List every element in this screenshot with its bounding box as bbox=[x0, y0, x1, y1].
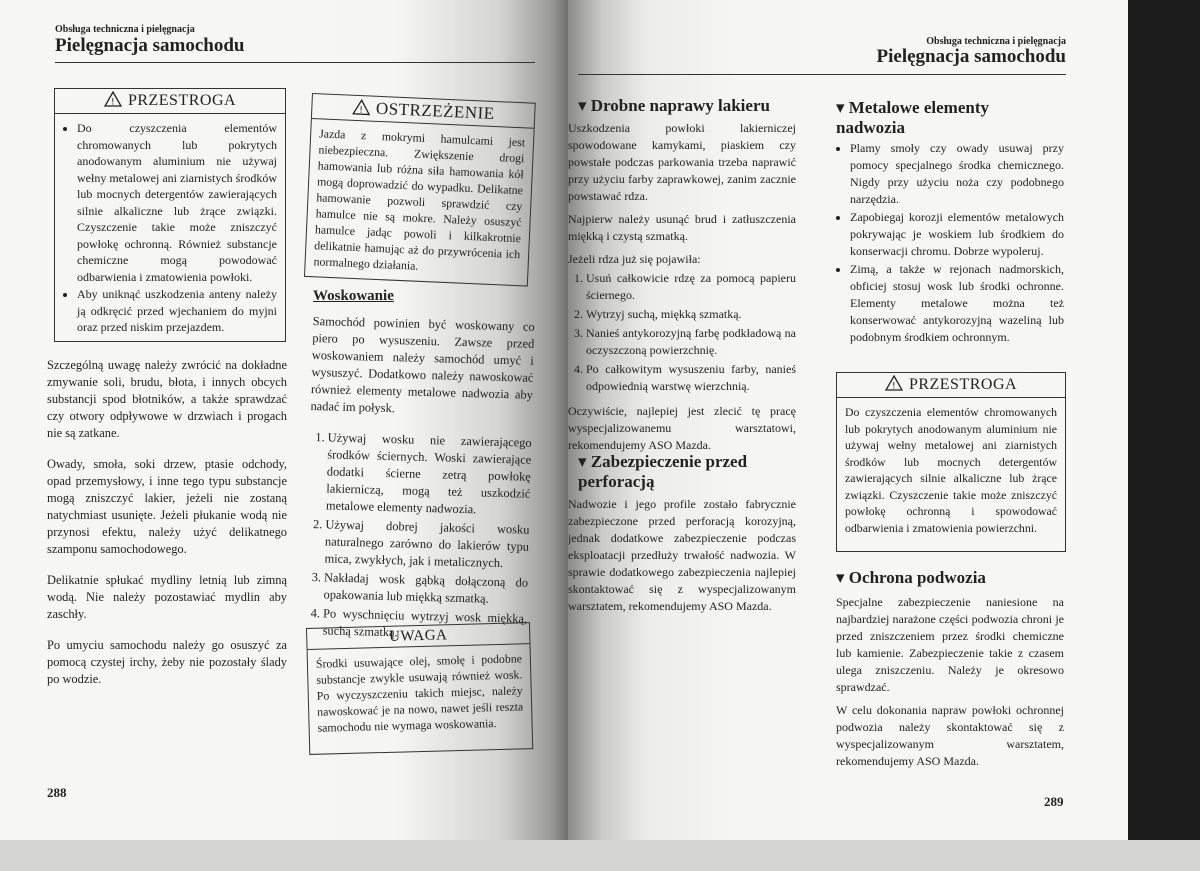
left-body-text bbox=[47, 357, 287, 702]
paint-repair-step: 4. Po całkowitym wysuszeniu farby, nanieś odpowiednią warstwę wierzchnią. bbox=[586, 361, 796, 395]
waxing-step: 2. Używaj dobrej jakości wosku naturalnego zarówno do lakierów typu mica, zwykłych, jak i metalicznych. bbox=[324, 516, 529, 572]
warning-box bbox=[304, 93, 536, 287]
left-page-number: 288 bbox=[47, 785, 67, 800]
paint-repair-step: 2. Wytrzyj suchą, miękką szmatką. bbox=[586, 306, 796, 323]
underbody-body bbox=[836, 594, 1064, 784]
left-caution-title: PRZESTROGA bbox=[127, 92, 237, 109]
perforation-text: Nadwozie i jego profile zostało fabrycznie zabezpieczone przed perforacją korozyjną, jednak dodatkowe zabezpieczenie podczas eksploatacji przedłuży trwałość nadwozia. W sprawie dodatkowego zabezpieczenia najlepiej skontaktować się z wyspecjalizowanym warsztatem, rekomendujemy ASO Mazda. bbox=[568, 497, 796, 613]
warning-text: Jazda z mokrymi hamulcami jest niebezpieczna. Zwiększenie drogi hamowania lub różna siła hamowania kół mogą doprowadzić do wypadku. Delikatne hamowanie pozwoli sprawdzić czy hamulce nie są mokre. Należy osuszyć hamulce jadąc powoli i kilkakrotnie delikatnie hamując aż do przywrócenia ich normalnego działania. bbox=[313, 126, 526, 273]
right-caution-title: PRZESTROGA bbox=[908, 376, 1018, 393]
underbody-title: Ochrona podwozia bbox=[848, 568, 986, 587]
underbody-p2: W celu dokonania napraw powłoki ochronnej podwozia należy skontaktować się z wyspecjalizowanym warsztatem, rekomendujemy ASO Mazda. bbox=[836, 703, 1064, 768]
metal-item: • Zimą, a także w rejonach nadmorskich, obficiej stosuj wosk lub środki ochronne. Elementy metalowe można też konserwować antykorozyjną wazeliną lub podobnym środkiem ochronnym. bbox=[850, 261, 1064, 346]
left-header-rule bbox=[55, 62, 535, 63]
metal-heading: ▾ Metalowe elementy nadwozia bbox=[836, 98, 989, 137]
warning-triangle-icon bbox=[352, 99, 371, 116]
right-header-section: Obsługa techniczna i pielęgnacja bbox=[926, 36, 1066, 47]
paint-repair-p2: Najpierw należy usunąć brud i zatłuszczenia miękką i czystą szmatką. bbox=[568, 212, 796, 243]
underbody-p1: Specjalne zabezpieczenie naniesione na najbardziej narażone części podwozia chroni je przed zniszczeniem przez środki chemiczne lub kamienie. Zabezpieczenie takie z czasem ulega zniszczeniu. Należy je okresowo sprawdzać. bbox=[836, 595, 1064, 694]
left-paragraph: Po umyciu samochodu należy go osuszyć za pomocą czystej irchy, żeby nie pozostały ślady po wodzie. bbox=[47, 638, 287, 686]
waxing-step: 4. Po wyschnięciu wytrzyj wosk miękką, suchą szmatką. bbox=[322, 605, 527, 644]
paint-repair-step: 1. Usuń całkowicie rdzę za pomocą papieru ściernego. bbox=[586, 270, 796, 304]
note-box bbox=[306, 622, 533, 755]
paint-repair-title: Drobne naprawy lakieru bbox=[590, 96, 770, 115]
metal-body bbox=[836, 140, 1064, 347]
left-caution-item: • Aby uniknąć uszkodzenia anteny należy ją odkręcić przed wjechaniem do myjni oraz przed niskim przejazdem. bbox=[77, 286, 277, 336]
right-caution-title-row bbox=[837, 373, 1065, 398]
paint-repair-heading: ▾ Drobne naprawy lakieru bbox=[578, 96, 770, 115]
left-caution-title-row bbox=[55, 89, 285, 114]
left-caution-box bbox=[54, 88, 286, 342]
waxing-steps bbox=[304, 429, 531, 645]
right-caution-text: Do czyszczenia elementów chromowanych lub pokrytych anodowanym aluminium nie używaj wełny metalowej ani ziarnistych środków lub mocnych detergentów zawierających silnie alkaliczne lub żrące związki. Czyszczenie takie może zniszczyć powłokę ochronną i spowodować odbarwienia i zmatowienia powierzchni. bbox=[845, 405, 1057, 535]
paint-repair-p1: Uszkodzenia powłoki lakierniczej spowodowane kamykami, piaskiem czy powstałe podczas parkowania trzeba naprawić przy użyciu farby zaprawkowej, zanim zacznie powstawać rdza. bbox=[568, 121, 796, 203]
svg-text:!: ! bbox=[110, 97, 115, 107]
right-page-number: 289 bbox=[1044, 794, 1064, 809]
right-page bbox=[568, 0, 1128, 850]
left-paragraph: Szczególną uwagę należy zwrócić na dokładne zmywanie soli, brudu, błota, i innych obcych substancji spod błotników, a także sprawdzać czy otwory odpływowe w drzwiach i progach nie są zatkane. bbox=[47, 358, 287, 440]
note-text: Środki usuwające olej, smołę i podobne substancje zwykle usuwają również wosk. Po wyczyszczeniu takich miejsc, należy nawoskować je na nowo, nawet jeśli reszta samochodu nie wymaga woskowania. bbox=[315, 651, 524, 735]
warning-triangle-icon bbox=[104, 91, 122, 107]
book-edge bbox=[1128, 0, 1200, 850]
paint-repair-p3: Jeżeli rdza już się pojawiła: bbox=[568, 252, 701, 266]
scan-background bbox=[0, 840, 1200, 871]
svg-text:!: ! bbox=[358, 105, 364, 116]
right-caution-box bbox=[836, 372, 1066, 552]
waxing-intro: Samochód powinien być woskowany co piero po wysuszeniu. Zawsze przed woskowaniem należy samochód umyć i wysuszyć. Dodatkowo należy nawoskować również elementy metalowe nadwozia aby nadać im połysk. bbox=[310, 313, 535, 416]
left-paragraph: Delikatnie spłukać mydliny letnią lub zimną wodą. Nie należy pozostawiać mydlin aby zaschły. bbox=[47, 573, 287, 621]
left-caution-item: • Do czyszczenia elementów chromowanych lub pokrytych anodowanym aluminium nie używaj wełny metalowej ani ziarnistych środków lub mocnych detergentów zawierających silnie alkaliczne lub żrące związki. Czyszczenie takie może zniszczyć powłokę ochronną. Również substancje chemiczne mogą powodować odbarwienia i zmatowienia powłoki. bbox=[77, 120, 277, 285]
left-page bbox=[0, 0, 568, 850]
left-caution-body bbox=[55, 114, 285, 343]
paint-repair-body bbox=[568, 120, 796, 468]
left-header-title: Pielęgnacja samochodu bbox=[55, 35, 245, 56]
perforation-title: Zabezpieczenie przed perforacją bbox=[578, 452, 748, 491]
metal-item: • Zapobiegaj korozji elementów metalowych pokrywając je woskiem lub środkiem do konserwacji chromu. Dobrze wypoleruj. bbox=[850, 209, 1064, 260]
svg-text:!: ! bbox=[891, 381, 896, 391]
metal-item: • Plamy smoły czy owady usuwaj przy pomocy specjalnego środka chemicznego. Nigdy przy użyciu noża czy podobnego narzędzia. bbox=[850, 140, 1064, 208]
warning-title: OSTRZEŻENIE bbox=[375, 98, 496, 123]
paint-repair-step: 3. Nanieś antykorozyjną farbę podkładową na oczyszczoną powierzchnię. bbox=[586, 325, 796, 359]
right-header-rule bbox=[578, 74, 1066, 75]
left-header-section: Obsługa techniczna i pielęgnacja bbox=[55, 24, 195, 35]
perforation-heading: ▾ Zabezpieczenie przed perforacją bbox=[578, 452, 748, 491]
right-header-title: Pielęgnacja samochodu bbox=[876, 46, 1066, 67]
paint-repair-p4: Oczywiście, najlepiej jest zlecić tę pracę wyspecjalizowanemu warsztatowi, rekomendujemy ASO Mazda. bbox=[568, 404, 796, 452]
waxing-step: 3. Nakładaj wosk gąbką dołączoną do opakowania lub miękką szmatką. bbox=[323, 569, 528, 608]
waxing-body bbox=[304, 313, 535, 647]
metal-title: Metalowe elementy nadwozia bbox=[836, 98, 989, 137]
left-paragraph: Owady, smoła, soki drzew, ptasie odchody, opad przemysłowy, i inne tego typu substancje mogą zniszczyć lakier, jeżeli nie zostaną natychmiast usunięte. Jeżeli płukanie wodą nie przynosi efektu, należy użyć delikatnego szamponu samochodowego. bbox=[47, 457, 287, 556]
warning-triangle-icon bbox=[885, 375, 903, 391]
metal-list bbox=[836, 140, 1064, 346]
underbody-heading: ▾ Ochrona podwozia bbox=[836, 568, 986, 587]
note-title: UWAGA bbox=[307, 623, 529, 650]
waxing-step: 1. Używaj wosku nie zawierającego środków ściernych. Woski zawierające dodatki ścierne zetrą powłokę lakierniczą, mogą też uszkodzić metalowe elementy nadwozia. bbox=[326, 429, 532, 519]
paint-repair-steps bbox=[568, 270, 796, 395]
waxing-heading: Woskowanie bbox=[313, 288, 394, 304]
